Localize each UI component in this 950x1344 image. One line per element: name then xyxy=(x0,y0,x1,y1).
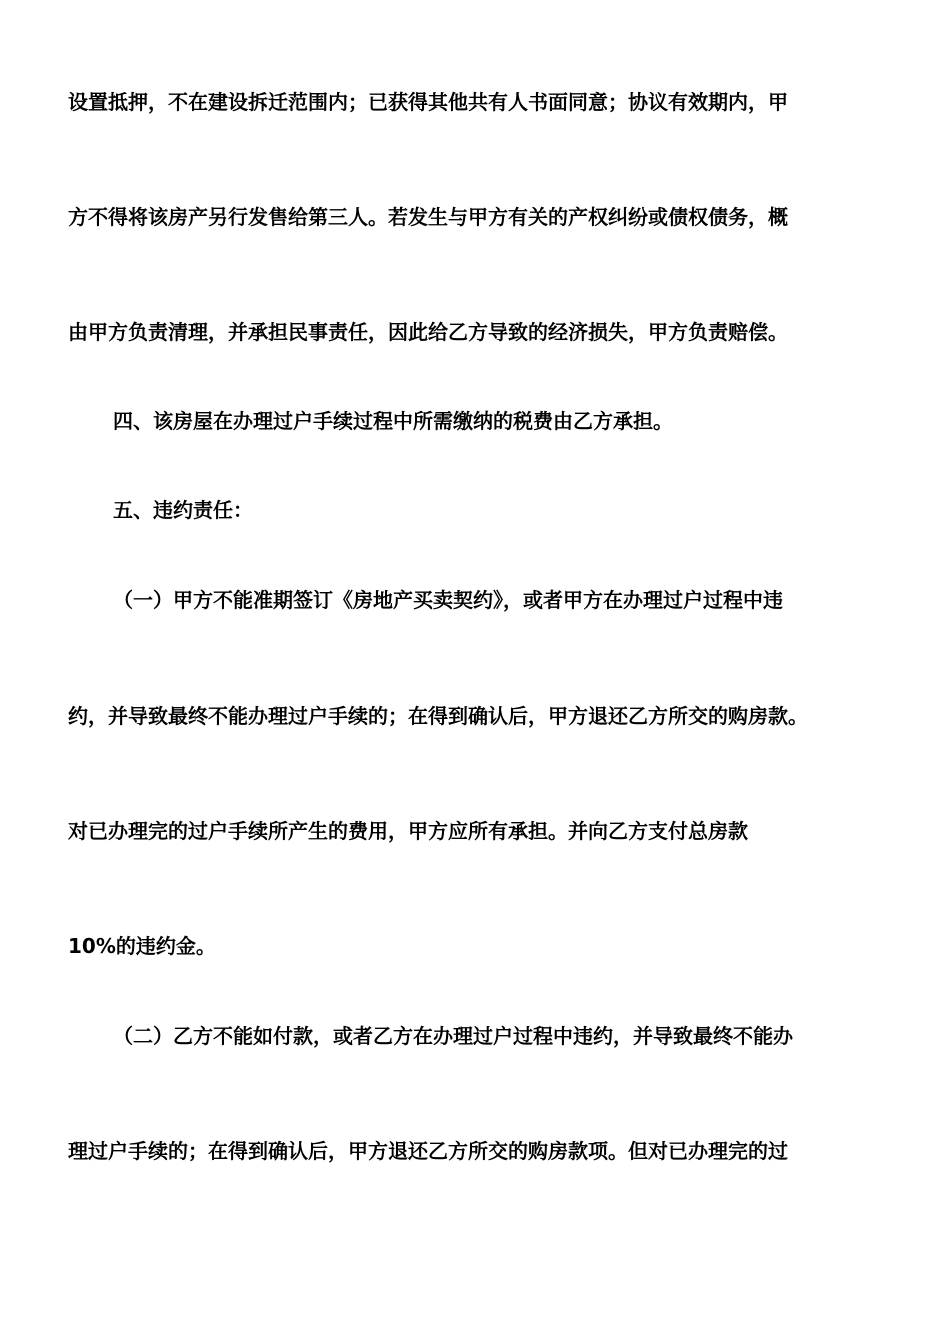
subclause-one-line-4: 10%的违约金。 xyxy=(68,934,216,958)
subclause-two-line-2: 理过户手续的；在得到确认后，甲方退还乙方所交的购房款项。但对已办理完的过 xyxy=(68,1139,788,1163)
paragraph-line-2: 方不得将该房产另行发售给第三人。若发生与甲方有关的产权纠纷或债权债务，概 xyxy=(68,205,788,229)
paragraph-line-3: 由甲方负责清理，并承担民事责任，因此给乙方导致的经济损失，甲方负责赔偿。 xyxy=(68,320,788,344)
subclause-two-line-1: （二）乙方不能如付款，或者乙方在办理过户过程中违约，并导致最终不能办 xyxy=(113,1024,793,1048)
subclause-one-line-3: 对已办理完的过户手续所产生的费用，甲方应所有承担。并向乙方支付总房款 xyxy=(68,819,748,843)
clause-five-heading: 五、违约责任： xyxy=(113,498,253,522)
subclause-one-line-1: （一）甲方不能准期签订《房地产买卖契约》，或者甲方在办理过户过程中违 xyxy=(113,588,783,612)
paragraph-line-1: 设置抵押，不在建设拆迁范围内；已获得其他共有人书面同意；协议有效期内，甲 xyxy=(68,90,788,114)
subclause-one-line-2: 约，并导致最终不能办理过户手续的；在得到确认后，甲方退还乙方所交的购房款。 xyxy=(68,704,808,728)
clause-four-line: 四、该房屋在办理过户手续过程中所需缴纳的税费由乙方承担。 xyxy=(113,409,673,433)
